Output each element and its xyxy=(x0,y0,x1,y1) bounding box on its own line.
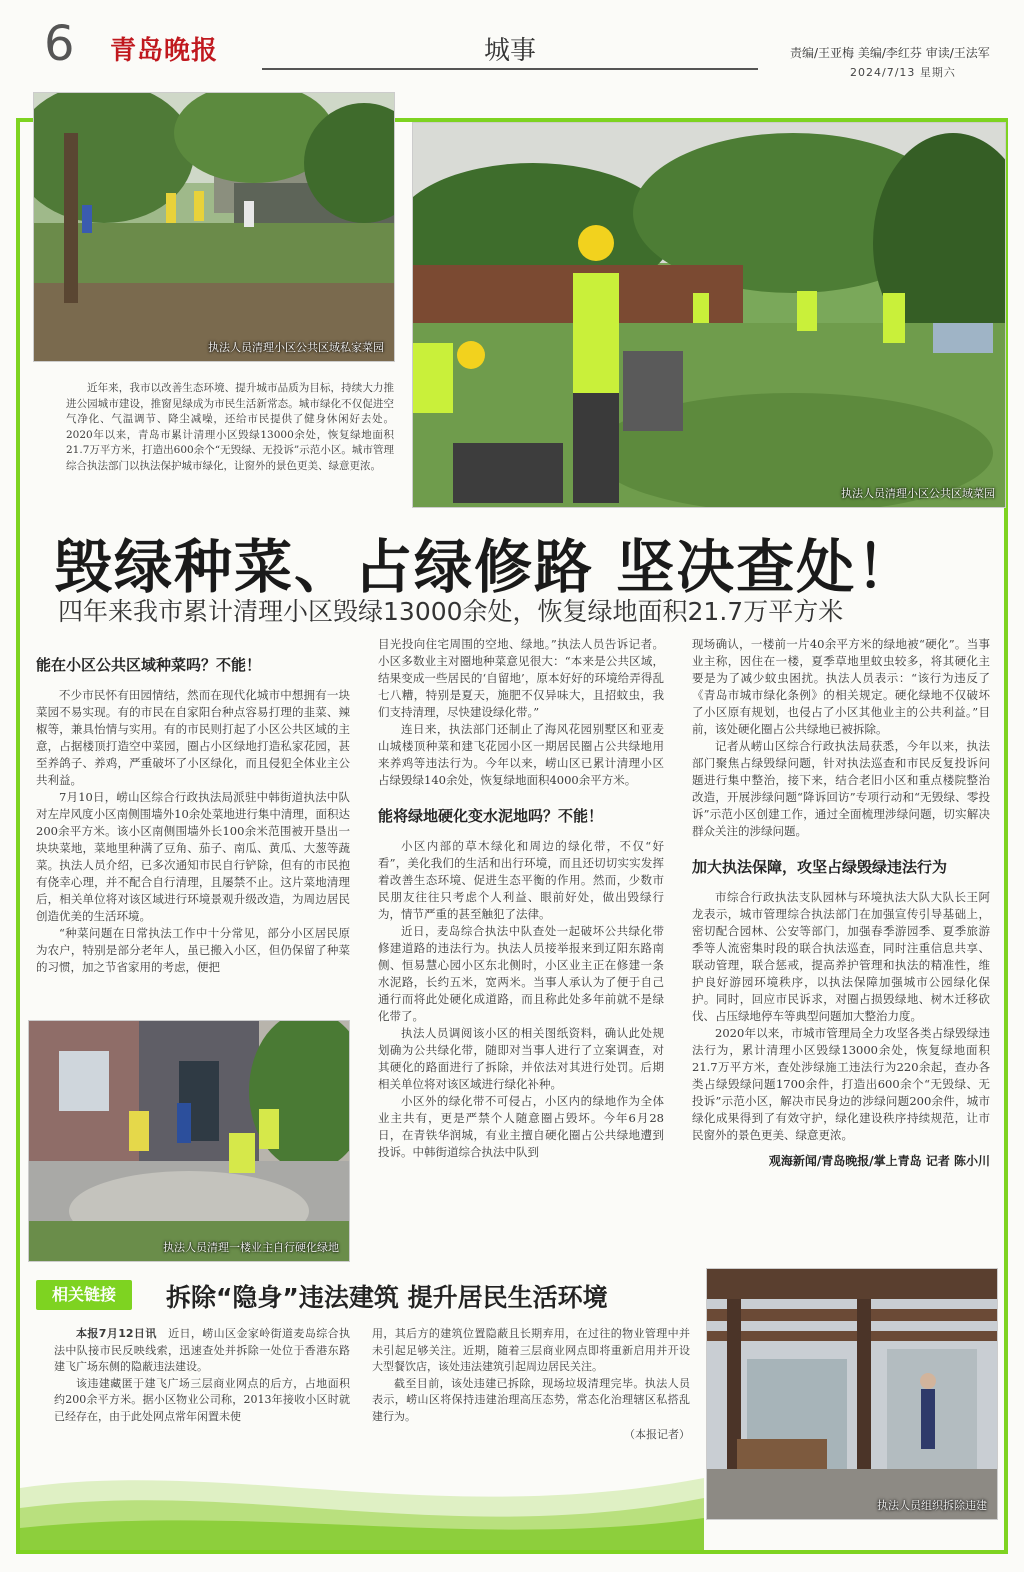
dateline-lead: 本报7月12日讯 xyxy=(76,1327,157,1340)
paragraph: 截至目前，该处违建已拆除，现场垃圾清理完毕。执法人员表示，崂山区将保持违建治理高压态势，常态化治理辖区私搭乱建行为。 xyxy=(372,1376,690,1423)
paragraph: 目光投向住宅周围的空地、绿地。”执法人员告诉记者。小区多数业主对圈地种菜意见很大：“本来是公共区域，结果变成一些居民的‘自留地’，原本好好的环境给弄得乱七八糟，特别是夏天，施肥不仅异味大，且招蚊虫，我们支持清理，尽快建设绿化带。” xyxy=(378,637,664,719)
paragraph: 小区外的绿化带不可侵占，小区内的绿地作为全体业主共有，更是严禁个人随意圈占毁坏。今年6月28日，在青铁华润城，有业主擅自硬化圈占公共绿地遭到投诉。中韩街道综合执法中队到 xyxy=(378,1094,664,1159)
paragraph: 该违建藏匿于建飞广场三层商业网点的后方，占地面积约200余平方米。据小区物业公司称，2013年接收小区时就已经存在，由于此处网点常年闲置未使 xyxy=(54,1376,350,1423)
column-3-body-a xyxy=(692,636,990,840)
photo-caption: 执法人员清理一楼业主自行硬化绿地 xyxy=(163,1241,339,1254)
photo-garden-clearing xyxy=(33,92,395,362)
intro-paragraph: 近年来，我市以改善生态环境、提升城市品质为目标，持续大力推进公园城市建设，推窗见绿成为市民生活新常态。城市绿化不仅促进空气净化、气温调节、降尘减噪，还给市民提供了健身休闲好去处。2020年以来，青岛市累计清理小区毁绿13000余处，恢复绿地面积21.7万平方米，打造出600余个“无毁绿、无投诉”示范小区。城市管理综合执法部门以执法保护城市绿化，让窗外的景色更美、绿意更浓。 xyxy=(66,382,394,472)
paragraph: “种菜问题在日常执法工作中十分常见，部分小区居民原为农户，特别是部分老年人，虽已搬入小区，但仍保留了种菜的习惯，加之节省家用的考虑，便把 xyxy=(36,926,350,974)
paragraph: 连日来，执法部门还制止了海风花园别墅区和亚麦山城楼顶种菜和建飞花园小区一期居民圈占公共绿地用来养鸡等违法行为。今年以来，崂山区已累计清理小区占绿毁绿140余处，恢复绿地面积4000余平方米。 xyxy=(378,722,664,787)
page-number: 6 xyxy=(44,16,75,72)
newspaper-logo: 青岛晚报 xyxy=(110,36,219,66)
section-rule xyxy=(262,68,758,70)
related-column-a xyxy=(54,1326,350,1425)
paragraph: 2020年以来，市城市管理局全力攻坚各类占绿毁绿违法行为，累计清理小区毁绿13000余处，恢复绿地面积21.7万平方米，查处涉绿施工违法行为220余起，查办各类占绿毁绿问题1700余件，打造出600余个“无毁绿、无投诉”示范小区，解决市民身边的涉绿问题200余件，城市绿化成果得到了有效守护，绿化建设秩序持续规范，让市民窗外的景色更美、绿意更浓。 xyxy=(692,1026,990,1142)
section-heading: 加大执法保障，攻坚占绿毁绿违法行为 xyxy=(692,858,948,876)
column-1 xyxy=(36,654,350,976)
column-3-body-b xyxy=(692,889,990,1144)
paragraph: 执法人员调阅该小区的相关图纸资料，确认此处规划确为公共绿化带，随即对当事人进行了立案调查，对其硬化的路面进行了拆除，并依法对其进行处罚。后期相关单位将对该区域进行绿化补种。 xyxy=(378,1026,664,1091)
section-title: 城事 xyxy=(483,36,536,66)
paragraph: 小区内部的草木绿化和周边的绿化带，不仅“好看”，美化我们的生活和出行环境，而且还切切实实发挥着改善生态环境、促进生态平衡的作用。然而，少数市民朋友往往只考虑个人利益、眼前好处，做出毁绿行为，情节严重的甚至触犯了法律。 xyxy=(378,839,664,921)
photo-workers-clearing xyxy=(412,122,1006,508)
column-2-body-a xyxy=(378,636,664,789)
paragraph: 近日，麦岛综合执法中队查处一起破坏公共绿化带修建道路的违法行为。执法人员接举报来到辽阳东路南侧、恒易慧心园小区东北侧时，小区业主正在修建一条水泥路，长约五米，宽两米。当事人承认为了便于自己通行而将此处硬化成道路，而且称此处多年前就不是绿化带了。 xyxy=(378,924,664,1023)
column-3 xyxy=(692,636,990,1169)
decorative-band xyxy=(20,1448,1004,1550)
headline: 毁绿种菜、占绿修路 坚决查处！ xyxy=(54,533,917,601)
related-byline: （本报记者） xyxy=(624,1428,690,1441)
column-1-body xyxy=(36,687,350,976)
paragraph: 现场确认，一楼前一片40余平方米的绿地被“硬化”。当事业主称，因住在一楼，夏季草地里蚊虫较多，将其硬化主要是为了减少蚊虫困扰。执法人员表示：“该行为违反了《青岛市城市绿化条例》的相关规定。硬化绿地不仅破坏了小区原有规划，也侵占了小区其他业主的公共利益。”目前，该处硬化圈占公共绿地已被拆除。 xyxy=(692,637,990,736)
photo-caption: 执法人员清理小区公共区域私家菜园 xyxy=(208,341,384,354)
photo-hardened-greenland xyxy=(28,1020,350,1262)
paragraph: 不少市民怀有田园情结，然而在现代化城市中想拥有一块菜园不易实现。有的市民在自家阳台种点容易打理的韭菜、辣椒等，兼具怡情与实用。有的市民则打起了小区公共区域的主意，占据楼顶打造空中菜园，圈占小区绿地打造私家花园，甚至养鸽子、养鸡，严重破坏了小区绿化，而且侵犯全体业主公共利益。 xyxy=(36,688,350,787)
photo-caption: 执法人员组织拆除违建 xyxy=(877,1499,987,1512)
editor-credits: 责编/王亚梅 美编/李红芬 审读/王法军 xyxy=(790,46,990,60)
section-heading: 能将绿地硬化变水泥地吗？不能！ xyxy=(378,807,604,825)
paragraph: 记者从崂山区综合行政执法局获悉，今年以来，执法部门聚焦占绿毁绿问题，针对执法巡查和市民反复投诉问题进行集中整治，接下来，结合老旧小区和重点楼院整治改造，开展涉绿问题“降诉回访”专项行动和“无毁绿、零投诉”示范小区创建工作，通过全面梳理涉绿问题，切实解决群众关注的涉绿问题。 xyxy=(692,739,990,838)
related-column-b xyxy=(372,1326,690,1444)
column-2-body-b xyxy=(378,838,664,1161)
photo-caption: 执法人员清理小区公共区域菜园 xyxy=(841,487,995,500)
paragraph: 近日，崂山区金家岭街道麦岛综合执法中队接市民反映线索，迅速查处并拆除一处位于香港东路建飞广场东侧的隐蔽违法建设。 xyxy=(54,1327,351,1373)
column-2 xyxy=(378,636,664,1161)
paragraph: 用，其后方的建筑位置隐蔽且长期弃用，在过往的物业管理中并未引起足够关注。近期，随着三层商业网点即将重新启用并开设大型餐饮店，该处违法建筑引起周边居民关注。 xyxy=(372,1327,690,1373)
subheadline: 四年来我市累计清理小区毁绿13000余处，恢复绿地面积21.7万平方米 xyxy=(58,597,844,626)
paragraph: 7月10日，崂山区综合行政执法局派驻中韩街道执法中队对左岸风度小区南侧围墙外10余处菜地进行集中清理，面积达200余平方米。该小区南侧围墙外长100余米范围被开垦出一块块菜地，菜地里种满了豆角、茄子、南瓜、黄瓜、大葱等蔬菜。执法人员介绍，已多次通知市民自行铲除，但有的市民抱有侥幸心理，并不配合自行清理，且屡禁不止。这片菜地清理后，相关单位将对该区域进行环境景观升级改造，为周边居民创造优美的生活环境。 xyxy=(36,790,350,923)
paragraph: 市综合行政执法支队园林与环境执法大队大队长王阿龙表示，城市管理综合执法部门在加强宣传引导基础上，密切配合园林、公安等部门，加强春季游园季、夏季旅游季等人流密集时段的联合执法巡查，同时注重信息共享、联动管理，联合惩戒，提高养护管理和执法的精准性，维护良好游园环境秩序，以执法保障加强城市公园绿化保护。同时，回应市民诉求，对圈占损毁绿地、树木迁移砍伐、占压绿地停车等典型问题加大整治力度。 xyxy=(692,890,990,1023)
section-heading: 能在小区公共区域种菜吗？不能！ xyxy=(36,656,262,674)
related-headline: 拆除“隐身”违法建筑 提升居民生活环境 xyxy=(166,1283,608,1312)
issue-date: 2024/7/13 星期六 xyxy=(850,66,956,79)
article-byline: 观海新闻/青岛晚报/掌上青岛 记者 陈小川 xyxy=(768,1154,990,1168)
related-link-tag: 相关链接 xyxy=(36,1280,132,1310)
